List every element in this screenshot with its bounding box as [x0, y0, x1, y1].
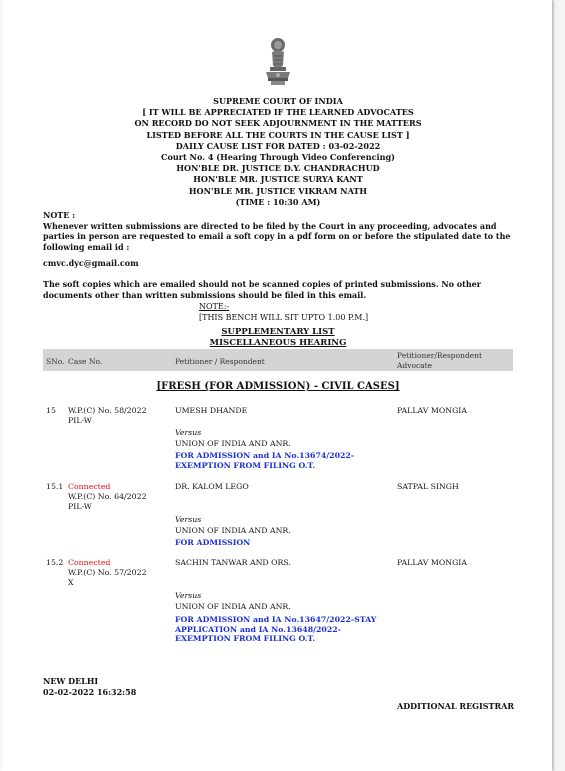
note-heading: NOTE : — [43, 210, 76, 220]
column-advocate-sub: Advocate — [397, 361, 433, 370]
case-number: W.P.(C) No. 58/2022 — [68, 406, 147, 415]
table-header — [43, 349, 513, 371]
respondent-name: UNION OF INDIA AND ANR. — [175, 602, 291, 611]
note-section — [43, 210, 513, 252]
appeal-line: LISTED BEFORE ALL THE COURTS IN THE CAUSE LIST ] — [146, 129, 410, 140]
list-title: DAILY CAUSE LIST FOR DATED : 03-02-2022 — [175, 140, 381, 151]
appeal-line: [ IT WILL BE APPRECIATED IF THE LEARNED ADVOCATES — [142, 107, 414, 118]
judge-name: HON'BLE MR. JUSTICE SURYA KANT — [193, 174, 363, 185]
advocate-name: PALLAV MONGIA — [397, 406, 468, 415]
advocate-name: PALLAV MONGIA — [397, 558, 468, 567]
connected-label: Connected — [68, 482, 111, 491]
appeal-line: ON RECORD DO NOT SEEK ADJOURNMENT IN THE MATTERS — [134, 118, 422, 129]
judge-name: HON'BLE MR. JUSTICE VIKRAM NATH — [188, 185, 368, 196]
versus-label: Versus — [175, 515, 202, 524]
bench-timing: [THIS BENCH WILL SIT UPTO 1.00 P.M.] — [199, 313, 369, 322]
column-sno: SNo. — [46, 357, 65, 366]
case-number: W.P.(C) No. 64/2022 — [68, 492, 147, 501]
document-page — [2, 0, 552, 771]
submission-email: cmvc.dyc@gmail.com — [43, 258, 139, 268]
respondent-name: UNION OF INDIA AND ANR. — [175, 526, 291, 535]
note-text: Whenever written submissions are directed to be filed by the Court in any proceeding, advocates and parties in person are requested to email a soft copy in a pdf form on or before the stipulated date to the following email id : — [43, 220, 511, 252]
column-case-no: Case No. — [68, 357, 103, 366]
column-petitioner-respondent: Petitioner / Respondent — [175, 357, 265, 366]
case-number-block — [68, 406, 158, 426]
versus-label: Versus — [175, 428, 202, 437]
court-number: Court No. 4 (Hearing Through Video Conferencing) — [161, 152, 395, 163]
cause-list-header — [22, 96, 534, 208]
signatory: ADDITIONAL REGISTRAR — [397, 701, 514, 711]
court-name: SUPREME COURT OF INDIA — [213, 96, 343, 106]
national-emblem-icon — [258, 36, 298, 96]
column-advocate: Petitioner/Respondent — [397, 351, 483, 360]
connected-label: Connected — [68, 558, 111, 567]
listing-purpose: FOR ADMISSION and IA No.13647/2022-STAY APPLICATION and IA No.13648/2022-EXEMPTION FROM FILING O.T. — [175, 615, 377, 643]
bench-note-label: NOTE:- — [199, 302, 230, 311]
listing-purpose: FOR ADMISSION and IA No.13674/2022-EXEMPTION FROM FILING O.T. — [175, 451, 355, 470]
section-title: [FRESH (FOR ADMISSION) - CIVIL CASES] — [156, 381, 400, 392]
case-serial-number: 15 — [46, 406, 56, 415]
case-type: X — [68, 578, 74, 587]
petitioner-name: UMESH DHANDE — [175, 406, 248, 415]
case-type: PIL-W — [68, 416, 92, 425]
case-number-block — [68, 482, 158, 512]
judge-name: HON'BLE DR. JUSTICE D.Y. CHANDRACHUD — [176, 163, 380, 174]
generated-datetime: 02-02-2022 16:32:58 — [43, 687, 137, 697]
case-serial-number: 15.1 — [46, 482, 64, 491]
supplementary-list-title: SUPPLEMENTARY LIST — [221, 327, 335, 337]
petitioner-name: SACHIN TANWAR AND ORS. — [175, 558, 291, 567]
hearing-time: (TIME : 10:30 AM) — [235, 196, 321, 207]
versus-label: Versus — [175, 591, 202, 600]
respondent-name: UNION OF INDIA AND ANR. — [175, 439, 291, 448]
case-serial-number: 15.2 — [46, 558, 64, 567]
footer-place-date — [43, 676, 136, 698]
case-number-block — [68, 558, 158, 588]
advocate-name: SATPAL SINGH — [397, 482, 459, 491]
petitioner-name: DR. KALOM LEGO — [175, 482, 249, 491]
listing-purpose: FOR ADMISSION — [175, 538, 251, 547]
miscellaneous-hearing-title: MISCELLANEOUS HEARING — [209, 338, 347, 348]
soft-copy-note: The soft copies which are emailed should not be scanned copies of printed submissions. No other documents other than written submissions should be filed in this email. — [43, 279, 481, 300]
case-type: PIL-W — [68, 502, 92, 511]
place-name: NEW DELHI — [43, 676, 99, 686]
case-number: W.P.(C) No. 57/2022 — [68, 568, 147, 577]
